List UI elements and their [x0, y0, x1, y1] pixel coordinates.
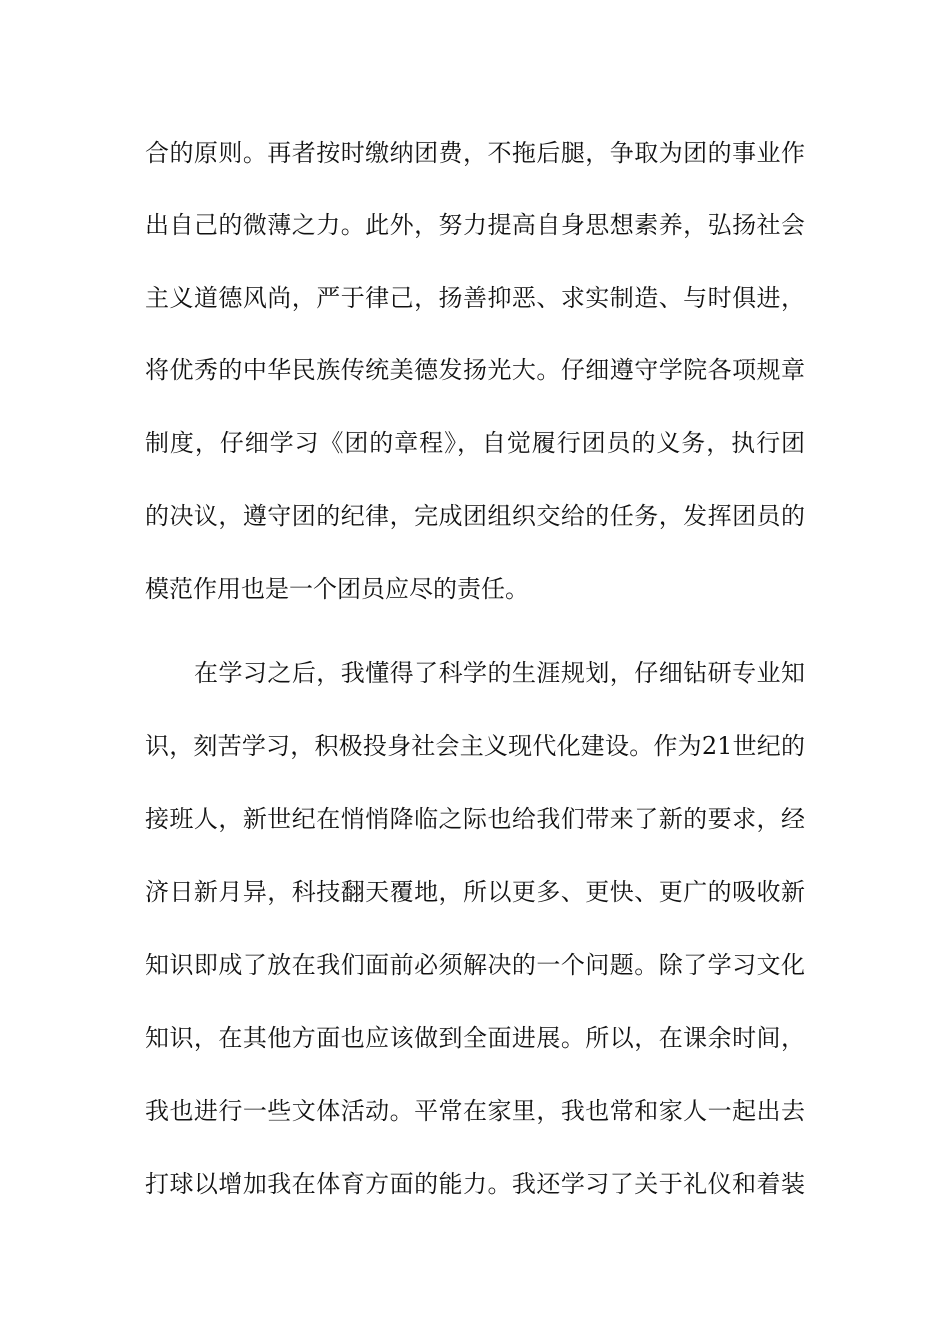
- paragraph-line: 接班人，新世纪在悄悄降临之际也给我们带来了新的要求，经: [145, 805, 805, 833]
- paragraph-line: 的决议，遵守团的纪律，完成团组织交给的任务，发挥团员的: [145, 502, 805, 530]
- paragraph-line: 出自己的微薄之力。此外，努力提高自身思想素养，弘扬社会: [145, 211, 805, 239]
- paragraph-line: 知识即成了放在我们面前必须解决的一个问题。除了学习文化: [145, 951, 805, 979]
- paragraph-line: 模范作用也是一个团员应尽的责任。: [145, 575, 529, 603]
- paragraph-line: 合的原则。再者按时缴纳团费，不拖后腿，争取为团的事业作: [145, 139, 805, 167]
- paragraph-line: 知识，在其他方面也应该做到全面进展。所以，在课余时间，: [145, 1024, 805, 1052]
- paragraph-line: 我也进行一些文体活动。平常在家里，我也常和家人一起出去: [145, 1097, 805, 1125]
- paragraph-line: 济日新月异，科技翻天覆地，所以更多、更快、更广的吸收新: [145, 878, 805, 906]
- paragraph-line: 打球以增加我在体育方面的能力。我还学习了关于礼仪和着装: [145, 1170, 805, 1198]
- paragraph-line: 在学习之后，我懂得了科学的生涯规划，仔细钻研专业知: [194, 659, 805, 687]
- paragraph-line: 主义道德风尚，严于律己，扬善抑恶、求实制造、与时俱进，: [145, 284, 805, 312]
- paragraph-line: 将优秀的中华民族传统美德发扬光大。仔细遵守学院各项规章: [145, 356, 805, 384]
- paragraph-line: 制度，仔细学习《团的章程》，自觉履行团员的义务，执行团: [145, 429, 805, 457]
- paragraph-line: 识，刻苦学习，积极投身社会主义现代化建设。作为21世纪的: [145, 732, 805, 760]
